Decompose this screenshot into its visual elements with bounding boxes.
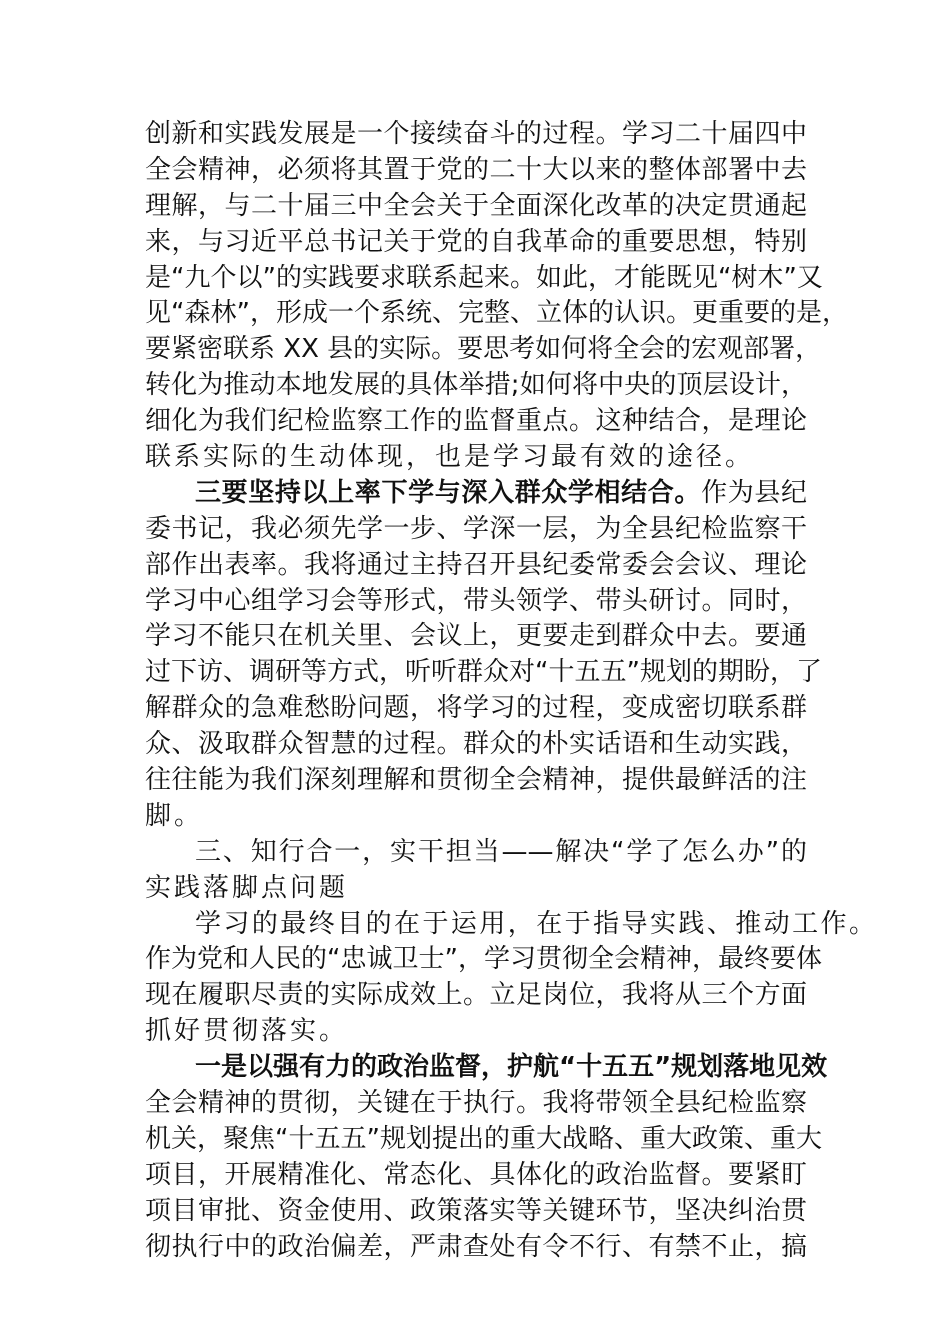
paragraph — [145, 476, 822, 835]
line-text: 抓好贯彻落实。 — [145, 1016, 349, 1047]
line-text: 见“森林”，形成一个系统、完整、立体的认识。更重要的是， — [145, 298, 848, 329]
text-line — [145, 153, 807, 189]
text-line — [145, 691, 807, 727]
line-text: 现在履职尽责的实际成效上。立足岗位，我将从三个方面 — [145, 980, 807, 1011]
line-text: 解群众的急难愁盼问题，将学习的过程，变成密切联系群 — [145, 693, 807, 724]
text-line — [145, 225, 807, 261]
line-text: 创新和实践发展是一个接续奋斗的过程。学习二十届四中 — [145, 119, 807, 149]
line-text: 理解，与二十届三中全会关于全面深化改革的决定贯通起 — [145, 190, 807, 221]
paragraph — [145, 117, 848, 476]
line-text: 众、汲取群众智慧的过程。群众的朴实话语和生动实践， — [145, 729, 807, 760]
line-text: 部作出表率。我将通过主持召开县纪委常委会会议、理论 — [145, 549, 807, 580]
line-text: 项目，开展精准化、常态化、具体化的政治监督。要紧盯 — [145, 1159, 807, 1190]
text-line — [145, 117, 807, 153]
text-line — [145, 261, 823, 297]
text-line — [145, 655, 822, 691]
line-text: 彻执行中的政治偏差，严肃查处有令不行、有禁不止，搞 — [145, 1231, 807, 1262]
text-line — [145, 404, 807, 440]
text-line — [145, 1014, 807, 1050]
line-text: 作为党和人民的“忠诚卫士”，学习贯彻全会精神，最终要体 — [145, 944, 822, 975]
text-line — [145, 368, 807, 404]
line-text: 转化为推动本地发展的具体举措;如何将中央的顶层设计， — [145, 370, 807, 401]
text-line — [145, 907, 875, 943]
line-text: 全会精神，必须将其置于党的二十大以来的整体部署中去 — [145, 154, 807, 185]
paragraph — [145, 1050, 828, 1265]
line-text: 学习的最终目的在于运用，在于指导实践、推动工作。 — [195, 908, 875, 939]
text-line — [145, 1050, 828, 1086]
line-text: 脚。 — [145, 800, 204, 831]
line-text: 细化为我们纪检监察工作的监督重点。这种结合，是理论 — [145, 406, 807, 437]
line-text: 是“九个以”的实践要求联系起来。如此，才能既见“树木”又 — [145, 262, 823, 293]
bold-lead-text: 三要坚持以上率下学与深入群众学相结合。 — [195, 477, 702, 508]
text-line — [145, 619, 807, 655]
text-line — [145, 584, 807, 620]
line-text: 要紧密联系 XX 县的实际。要思考如何将全会的宏观部署， — [145, 334, 822, 365]
text-line — [145, 332, 822, 368]
text-line — [145, 942, 822, 978]
text-line — [145, 871, 807, 907]
section-heading — [145, 835, 807, 907]
text-line — [145, 1158, 807, 1194]
paragraph — [145, 907, 875, 1051]
text-line — [145, 548, 807, 584]
line-text: 实践落脚点问题 — [145, 872, 349, 903]
line-text: 学习不能只在机关里、会议上，更要走到群众中去。要通 — [145, 621, 807, 652]
text-line — [145, 799, 807, 835]
line-text: 来，与习近平总书记关于党的自我革命的重要思想，特别 — [145, 226, 807, 257]
text-line — [145, 1122, 822, 1158]
text-line — [145, 835, 807, 871]
text-line — [145, 978, 807, 1014]
line-text: 往往能为我们深刻理解和贯彻全会精神，提供最鲜活的注 — [145, 765, 807, 796]
line-text: 机关，聚焦“十五五”规划提出的重大战略、重大政策、重大 — [145, 1123, 822, 1154]
bold-lead-text: 一是以强有力的政治监督，护航“十五五”规划落地见效 — [195, 1052, 828, 1083]
text-line — [145, 440, 807, 476]
text-line — [145, 512, 807, 548]
line-text: 全会精神的贯彻，关键在于执行。我将带领全县纪检监察 — [145, 1088, 807, 1119]
text-line — [145, 727, 807, 763]
text-line — [145, 1194, 807, 1230]
text-line — [145, 763, 807, 799]
text-line — [145, 296, 848, 332]
line-text: 三、知行合一，实干担当——解决“学了怎么办”的 — [195, 836, 807, 867]
text-line — [145, 189, 807, 225]
text-line — [145, 1086, 807, 1122]
line-text: 委书记，我必须先学一步、学深一层，为全县纪检监察干 — [145, 513, 807, 544]
line-text: 项目审批、资金使用、政策落实等关键环节，坚决纠治贯 — [145, 1195, 807, 1226]
line-text: 作为县纪 — [701, 477, 807, 508]
line-text: 过下访、调研等方式，听听群众对“十五五”规划的期盼，了 — [145, 657, 822, 688]
document-body — [145, 117, 875, 1266]
line-text: 学习中心组学习会等形式，带头领学、带头研讨。同时， — [145, 585, 807, 616]
line-text: 联系实际的生动体现，也是学习最有效的途径。 — [145, 442, 755, 473]
text-line — [145, 1230, 807, 1266]
text-line — [145, 476, 807, 512]
